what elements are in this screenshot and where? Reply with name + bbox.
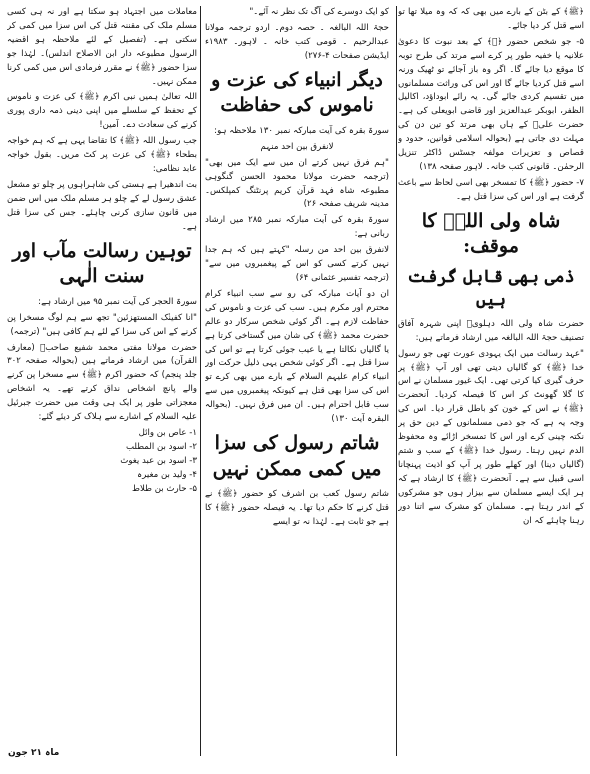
quotation-paragraph: "عہد رسالت میں ایک یہودی عورت تھی جو رسول خدا ﴿ﷺ﴾ کو گالیاں دیتی تھی اور آپ ﴿ﷺ﴾ پر حرف گیری کیا کرتی تھی۔ ایک غیور مسلمان نے اس کا گلا گھونٹ کر اس کا فیصلہ کردیا۔ آنحضرت ﴿ﷺ﴾ نے اس کے خون کو باطل قرار دیا۔ اس کی وجہ یہ ہے کہ جو ذمی مسلمانوں کے دین حق پر نکتہ چینی کرے اور اس کا تمسخر اڑائے وہ محفوظ الدم نہیں رہتا۔ رسول خدا ﴿ﷺ﴾ کے سب و شتم (گالیاں دینا) اور کھلے طور پر آپ کو اذیت پہنچانا اسی قبیل سے ہے۔ آنحضرت ﴿ﷺ﴾ کا ارشاد ہے کہ ہر ایک ایسے مسلمان سے بیزار ہوں جو مشرکوں کے اندر رہتا ہے۔ مسلمان کو مشرک سے اتنا دور رہنا چاہئے کہ ان <box>398 348 584 526</box>
list-item: ۴- ولید بن مغیرہ <box>137 469 197 480</box>
paragraph: ۷- حضور ﴿ﷺ﴾ کا تمسخر بھی اسی لحاظ سے باعث گرفت ہے اور اس کی سزا قتل ہے۔ <box>398 177 584 202</box>
paragraph: سورۃ بقرہ کی آیت مبارکہ نمبر ۱۳۰ ملاحظہ ہو: <box>214 125 389 136</box>
column-divider-left <box>200 6 201 756</box>
paragraph: ﴿ﷺ﴾ کے بٹن کے بارے میں بھی کہ کہ وہ میلا تھا تو اسے قتل کر دیا جائے۔ <box>398 7 584 31</box>
quranic-verse: لانفرق بین احد من رسلہ "کہتے ہیں کہ ہم جدا نہیں کرتے کسی کو اس کے پیغمبروں میں سے" (ترجمہ تفسیر عثمانی ۶۴) <box>205 245 389 283</box>
paragraph: سورۃ الحجر کی آیت نمبر ۹۵ میں ارشاد ہے: <box>38 296 197 307</box>
paragraph: جب رسول اللہ ﴿ﷺ﴾ کا تقاضا یہی ہے کہ ہم خواجہ بطحاء ﴿ﷺ﴾ کی عزت پر کٹ مریں۔ بقول خواجہ عابد نظامی: <box>7 136 197 174</box>
paragraph: ۵- جو شخص حضور ﴿ﷺ﴾ کے بعد نبوت کا دعویٰ علانیہ یا خفیہ طور پر کرے اسے مرتد کی طرح توبہ کا موقع دیا جائے گا۔ اگر وہ باز آجائے تو ٹھیک ورنہ اسے قتل کردیا جائے گا اور اس کی وراثت مسلمانوں میں تقسیم کردی جائے گی۔ یہ رائے ابوداؤد، اکالیل الظفر، ابوبکر عبدالعزیز اور قاضی ابویعلی کی ہے۔ حضرت علیؓ کے ہاں بھی مرتد کو تین دن کی مہلت دی جاتی ہے (بحوالہ اسلامی قوانین، حدود و قصاص و تعزیرات مولفہ جسٹس ڈاکٹر تنزیل الرحمٰن۔ قانونی کتب خانہ۔ لاہور صفحہ ۱۳۸) <box>398 36 584 172</box>
paragraph: شاتم رسول کعب بن اشرف کو حضور ﴿ﷺ﴾ نے قتل کرنے کا حکم دیا تھا۔ یہ فیصلہ حضور ﴿ﷺ﴾ کا ہے جو ثابت ہے۔ لہٰذا نہ تو ایسے <box>205 489 389 528</box>
article-column-middle <box>205 6 389 726</box>
article-column-left <box>7 6 197 726</box>
poetry-verse: بت اندھیرا ہے ہستی کی شاہراہوں پر چلو تو مشعل عشق رسول لے کے چلو ہر مسلم ملک میں اس ضمن میں قانون سازی کرنی چاہئے۔ جس کی سزا قتل ہے۔ <box>7 179 197 232</box>
names-list <box>7 427 197 497</box>
paragraph: ان دو آیات مبارکہ کی رو سے سب انبیاء کرام محترم اور مکرم ہیں۔ سب کی عزت و ناموس کی حفاظت لازم ہے۔ اگر کوئی شخص سرکار دو عالم حضرت محمد ﴿ﷺ﴾ کی شان میں گستاخی کرتا ہے یا گالیاں نکالتا ہے یا عیب جوئی کرتا ہے تو اس کی سزا قتل ہے۔ اگر کوئی شخص یہی ذلیل حرکت اور انبیاء کرام علیہم السلام کے بارے میں بھی کرے تو اس کی سزا بھی قتل ہے کیونکہ پیغمبروں میں سے سب قابل احترام ہیں۔ ان میں فرق نہیں۔ (بحوالہ البقرہ آیت ۱۳۰) <box>205 288 389 425</box>
citation: حجۃ اللہ البالغہ ۔ حصہ دوم۔ اردو ترجمہ مولانا عبدالرحیم ۔ قومی کتب خانہ ۔ لاہور۔ ۱۹۸۳ء ایڈیشن صفحات ۴-۲۷۶) <box>205 22 389 61</box>
section-heading: شاتم رسول کی سزا میں کمی ممکن نہیں <box>212 431 382 480</box>
quranic-verse: لانفرق بین احد منہم <box>260 141 334 152</box>
quranic-verse: "انا کفینٰک المستھزئین" تجھ سے ہم لوگ مسخرا پن کرنے کے اس کی سزا کے لئے ہم کافی ہیں" (ترجمہ) <box>7 312 197 337</box>
page-number: ماہ ۲۱ جون <box>8 748 60 758</box>
paragraph: حضرت شاہ ولی اللہ دہلویؒ اپنی شہرہ آفاق تصنیف حجۃ اللہ البالغہ میں ارشاد فرماتے ہیں: <box>398 318 584 343</box>
list-item: ۳- اسود بن عبد یغوث <box>120 455 197 466</box>
list-item: ۵- حارث بن طلاط <box>132 483 197 494</box>
list-item: ۲- اسود بن المطلب <box>125 441 197 452</box>
translation: "ہم فرق نہیں کرتے ان میں سے ایک میں بھی" (ترجمہ حضرت مولانا محمود الحسن گنگوہی مطبوعہ شاہ فہد قرآن کریم پرنٹنگ کمپلکس۔ مدینہ شریف صفحہ ۲۶) <box>205 157 389 210</box>
section-heading: توہین رسالت مآب اور سنت الٰہی <box>12 239 192 288</box>
section-heading: شاہ ولی اللہؒ کا موقف: <box>421 209 561 258</box>
article-column-right <box>398 6 584 726</box>
paragraph: سورۃ بقرہ کی آیت مبارکہ نمبر ۲۸۵ میں ارشاد ربانی ہے: <box>205 215 389 240</box>
paragraph: اللہ تعالیٰ ہمیں نبی اکرم ﴿ﷺ﴾ کی عزت و ناموس کے تحفظ کے سلسلے میں اپنی دینی ذمہ داری پوری کرنے کی سعادت دے۔ آمین! <box>7 92 197 131</box>
column-divider-right <box>396 6 397 756</box>
paragraph: معاملات میں اجتہاد ہو سکتا ہے اور نہ ہی کسی مسلم ملک کی مقننہ قتل کی اس سزا میں کمی کر سکتی ہے۔ (تفصیل کے لئے ملاحظہ ہو اقضیہ الرسول مطبوعہ دار ابن الاصلاح اندلس)۔ لہٰذا جو سزا حضور ﴿ﷺ﴾ نے مقرر فرمادی اس میں کمی کرنا ممکن نہیں۔ <box>7 7 197 87</box>
paragraph: حضرت مولانا مفتی محمد شفیع صاحبؒ (معارف القرآن) میں ارشاد فرماتے ہیں (بحوالہ صفحہ ۳۰۲ جلد پنجم) کہ حضور اکرم ﴿ﷺ﴾ سے مسخرا پن کرنے والے پانچ اشخاص نداق کرتے تھے۔ یہ اشخاص معجزاتی طور پر ایک ہی وقت میں حضرت جبرئیل علیہ السلام کے اشارے سے ہلاک کر دیئے گئے: <box>7 342 197 423</box>
section-heading: دیگر انبیاء کی عزت و ناموس کی حفاظت <box>211 68 383 117</box>
section-subheading: ذمی بھی قابل گرفت ہیں <box>407 266 575 310</box>
list-item: ۱- عاص بن وائل <box>138 427 197 438</box>
paragraph: کو ایک دوسرے کی آگ تک نظر نہ آئے۔" <box>249 7 389 17</box>
